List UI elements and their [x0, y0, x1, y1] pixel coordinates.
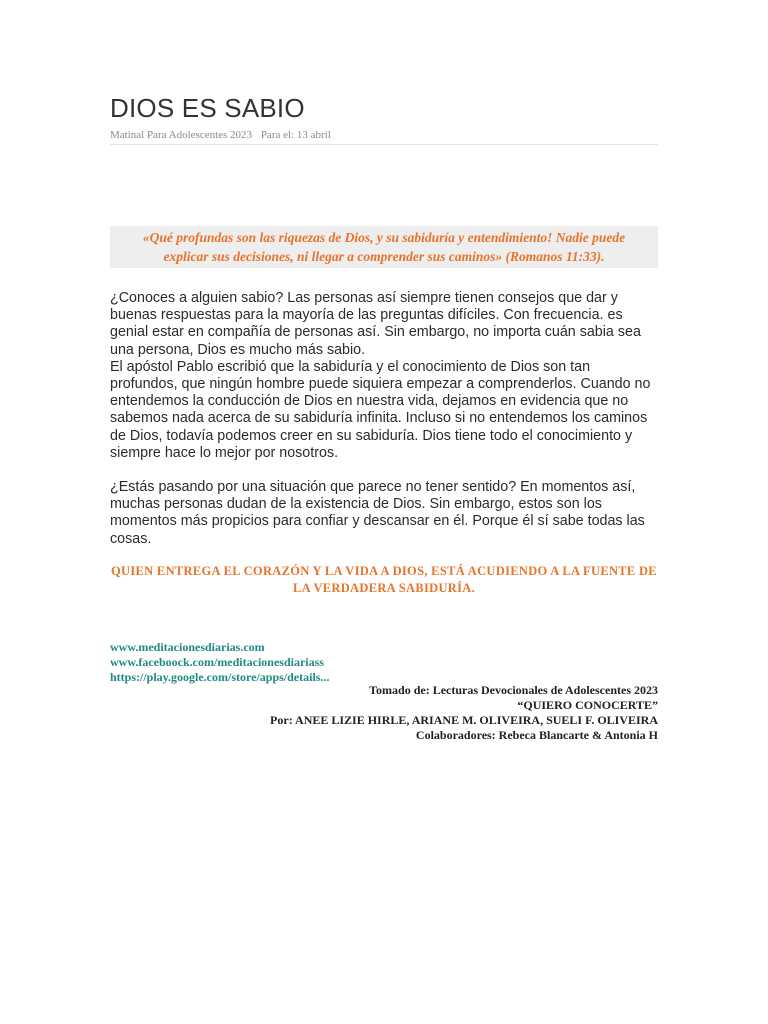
closing-statement: QUIEN ENTREGA EL CORAZÓN Y LA VIDA A DIOS, ESTÁ ACUDIENDO A LA FUENTE DE LA VERDADERA SABIDURÍA.	[111, 563, 657, 595]
links-list	[110, 640, 658, 685]
link-facebook[interactable]: www.faceboock.com/meditacionesdiariass	[110, 655, 324, 669]
meta-source: Matinal Para Adolescentes 2023	[110, 129, 253, 141]
article-body	[110, 290, 658, 548]
paragraph-3: ¿Estás pasando por una situación que parece no tener sentido? En momentos así, muchas personas dudan de la existencia de Dios. Sin embargo, estos son los momentos más propicios para confiar y descansar en él. Porque él sí sabe todas las cosas.	[110, 479, 645, 547]
link-website[interactable]: www.meditacionesdiarias.com	[110, 640, 265, 654]
paragraph-spacer	[110, 462, 658, 479]
post-meta	[110, 128, 658, 145]
paragraph-1: ¿Conoces a alguien sabio? Las personas así siempre tienen consejos que dar y buenas respuestas para la mayoría de las preguntas difíciles. Con frecuencia. es genial estar en compañía de personas así. Sin embargo, no importa cuán sabia sea una persona, Dios es mucho más sabio.	[110, 290, 641, 358]
page-title: DIOS ES SABIO	[110, 93, 305, 123]
article	[110, 92, 658, 597]
bible-verse-quote: «Qué profundas son las riquezas de Dios, y su sabiduría y entendimiento! Nadie puede explicar sus decisiones, ni llegar a comprender sus caminos» (Romanos 11:33).	[110, 226, 658, 268]
credits-block	[110, 683, 658, 743]
credit-collaborators: Colaboradores: Rebeca Blancarte & Antonia H	[415, 728, 658, 742]
link-google-play[interactable]: https://play.google.com/store/apps/details...	[110, 670, 330, 684]
credit-book-title: “QUIERO CONOCERTE”	[517, 698, 658, 712]
paragraph-2: El apóstol Pablo escribió que la sabiduría y el conocimiento de Dios son tan profundos, que ningún hombre puede siquiera empezar a comprenderlos. Cuando no entendemos la conducción de Dios en nuestra vida, dejamos en evidencia que no sabemos nada acerca de su sabiduría infinita. Incluso si no entendemos los caminos de Dios, todavía podemos creer en su sabiduría. Dios tiene todo el conocimiento y siempre hace lo mejor por nosotros.	[110, 358, 651, 461]
credit-authors: Por: ANEE LIZIE HIRLE, ARIANE M. OLIVEIRA, SUELI F. OLIVEIRA	[270, 713, 658, 727]
credit-source: Tomado de: Lecturas Devocionales de Adolescentes 2023	[369, 683, 658, 697]
meta-date: Para el: 13 abril	[260, 129, 331, 141]
